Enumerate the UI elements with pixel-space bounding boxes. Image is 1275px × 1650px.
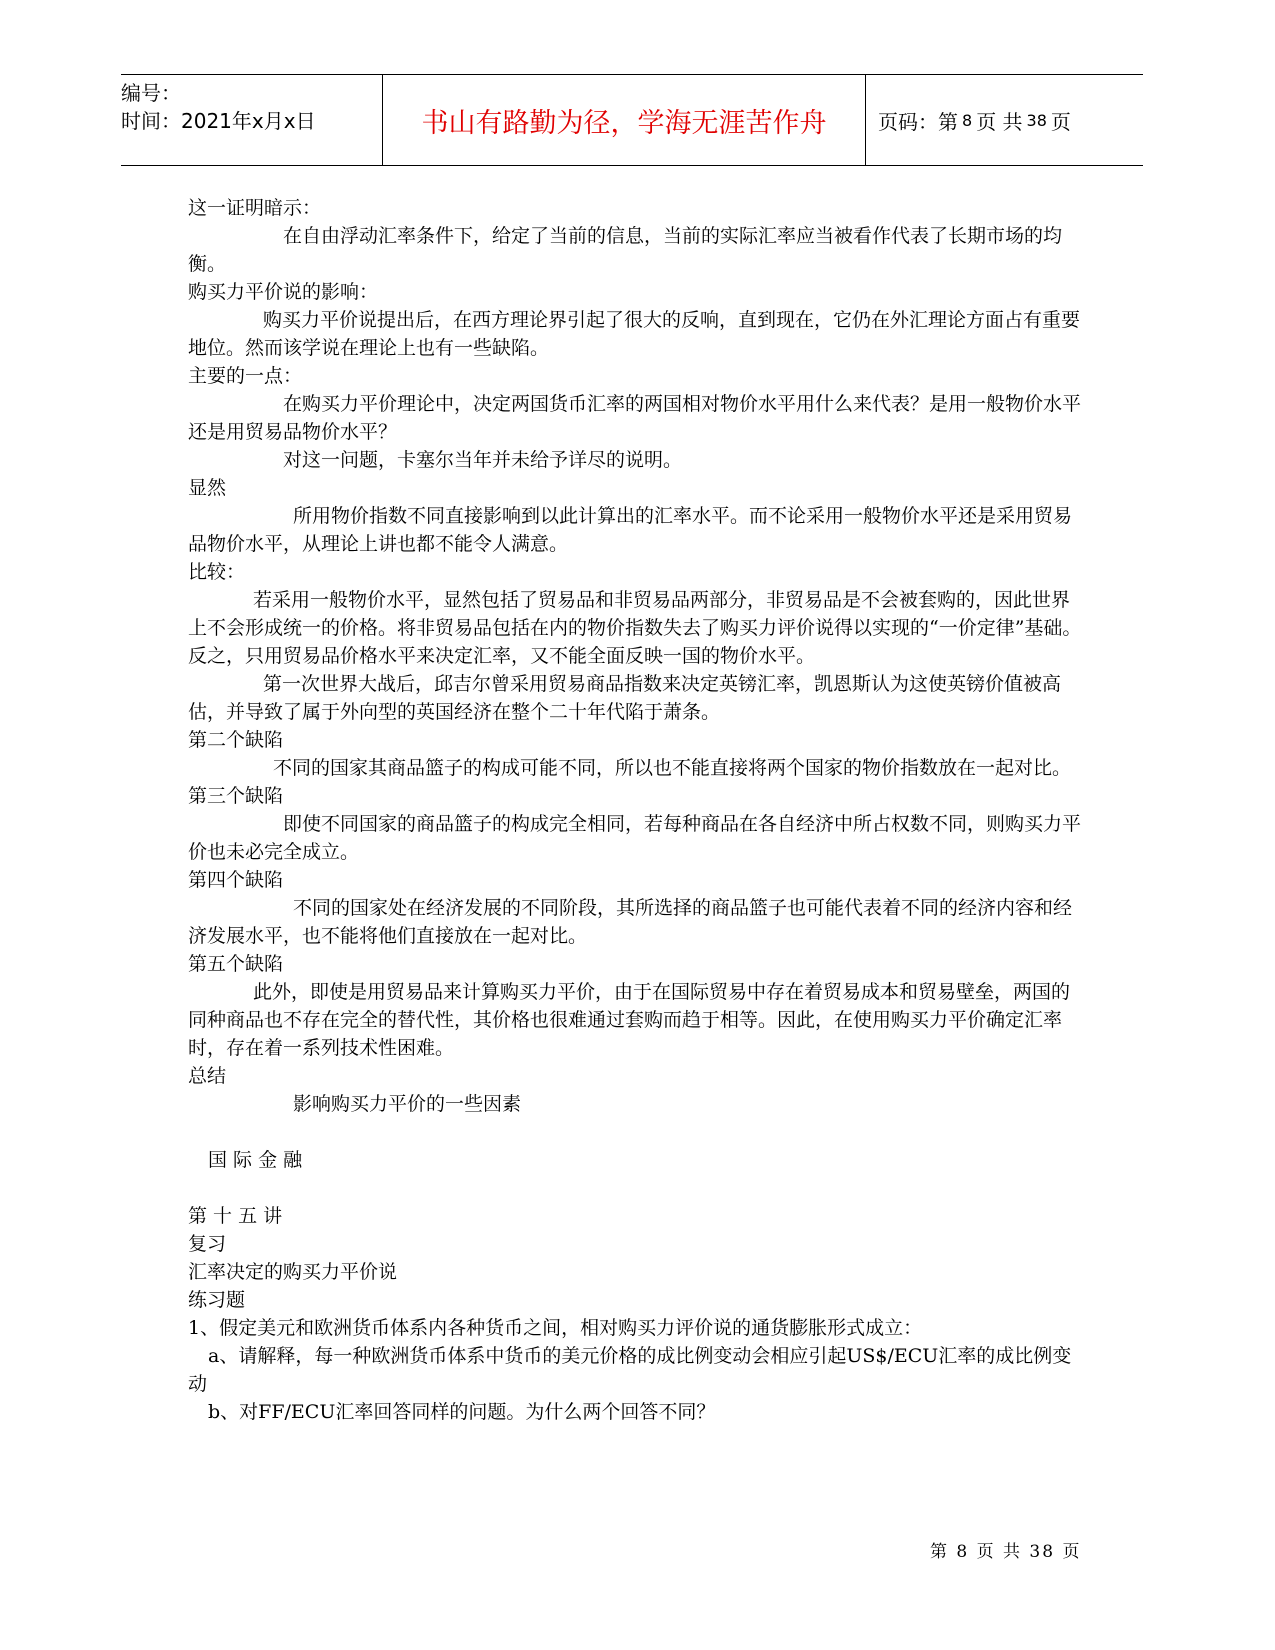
paragraph: 第四个缺陷 <box>188 869 284 891</box>
paragraph: 这一证明暗示： <box>188 197 322 219</box>
exercise-subitem: b、对FF/ECU汇率回答同样的问题。为什么两个回答不同？ <box>208 1401 716 1423</box>
paragraph: 在购买力平价理论中，决定两国货币汇率的两国相对物价水平用什么来代表？是用一般物价水平还是用贸易品物价水平？ <box>188 393 1082 443</box>
paragraph: 此外，即使是用贸易品来计算购买力平价，由于在国际贸易中存在着贸易成本和贸易壁垒，两国的同种商品也不存在完全的替代性，其价格也很难通过套购而趋于相等。因此，在使用购买力平价确定汇率时，存在着一系列技术性困难。 <box>188 981 1071 1059</box>
paragraph: 第一次世界大战后，邱吉尔曾采用贸易商品指数来决定英镑汇率，凯恩斯认为这使英镑价值被高估，并导致了属于外向型的英国经济在整个二十年代陷于萧条。 <box>188 673 1062 723</box>
paragraph: 第五个缺陷 <box>188 953 284 975</box>
page-label-mid: 页 共 <box>976 109 1023 134</box>
page-label-suffix: 页 <box>1050 109 1071 134</box>
paragraph: 汇率决定的购买力平价说 <box>188 1261 398 1283</box>
exercise-item: 1、假定美元和欧洲货币体系内各种货币之间，相对购买力评价说的通货膨胀形式成立： <box>188 1317 923 1339</box>
lecture-heading: 第 十 五 讲 <box>188 1205 283 1227</box>
paragraph: 购买力平价说的影响： <box>188 281 379 303</box>
document-body <box>188 194 1083 1426</box>
paragraph: 主要的一点： <box>188 365 303 387</box>
paragraph: 显然 <box>188 477 227 499</box>
paragraph: 所用物价指数不同直接影响到以此计算出的汇率水平。而不论采用一般物价水平还是采用贸易品物价水平，从理论上讲也都不能令人满意。 <box>188 505 1073 555</box>
paragraph: 对这一问题，卡塞尔当年并未给予详尽的说明。 <box>283 449 683 471</box>
exercise-subitem: a、请解释，每一种欧洲货币体系中货币的美元价格的成比例变动会相应引起US$/ECU汇率的成比例变动 <box>188 1345 1072 1395</box>
header-page-info <box>866 75 1143 165</box>
paragraph: 比较： <box>188 561 246 583</box>
page-current: 8 <box>962 110 973 130</box>
paragraph: 复习 <box>188 1233 227 1255</box>
page-header <box>121 74 1143 166</box>
header-motto: 书山有路勤为径，学海无涯苦作舟 <box>382 75 866 165</box>
paragraph: 第三个缺陷 <box>188 785 284 807</box>
paragraph: 第二个缺陷 <box>188 729 284 751</box>
section-heading: 国 际 金 融 <box>208 1149 303 1171</box>
number-label: 编号： <box>121 81 181 105</box>
paragraph: 购买力平价说提出后，在西方理论界引起了很大的反响，直到现在，它仍在外汇理论方面占有重要地位。然而该学说在理论上也有一些缺陷。 <box>188 309 1081 359</box>
paragraph: 总结 <box>188 1065 227 1087</box>
page-total: 38 <box>1026 110 1047 130</box>
paragraph: 影响购买力平价的一些因素 <box>293 1093 522 1115</box>
paragraph: 若采用一般物价水平，显然包括了贸易品和非贸易品两部分，非贸易品是不会被套购的，因此世界上不会形成统一的价格。将非贸易品包括在内的物价指数失去了购买力评价说得以实现的“一价定律”基础。反之，只用贸易品价格水平来决定汇率，又不能全面反映一国的物价水平。 <box>188 589 1082 667</box>
paragraph: 不同的国家处在经济发展的不同阶段，其所选择的商品篮子也可能代表着不同的经济内容和经济发展水平，也不能将他们直接放在一起对比。 <box>188 897 1073 947</box>
page-footer: 第 8 页 共 38 页 <box>930 1542 1082 1562</box>
paragraph: 即使不同国家的商品篮子的构成完全相同，若每种商品在各自经济中所占权数不同，则购买力平价也未必完全成立。 <box>188 813 1082 863</box>
paragraph: 练习题 <box>188 1289 246 1311</box>
page-label-prefix: 页码：第 <box>878 109 958 134</box>
header-meta <box>121 75 382 165</box>
paragraph: 不同的国家其商品篮子的构成可能不同，所以也不能直接将两个国家的物价指数放在一起对比。 <box>273 757 1072 779</box>
paragraph: 在自由浮动汇率条件下，给定了当前的信息，当前的实际汇率应当被看作代表了长期市场的均衡。 <box>188 225 1063 275</box>
time-label: 时间：2021年x月x日 <box>121 109 316 133</box>
